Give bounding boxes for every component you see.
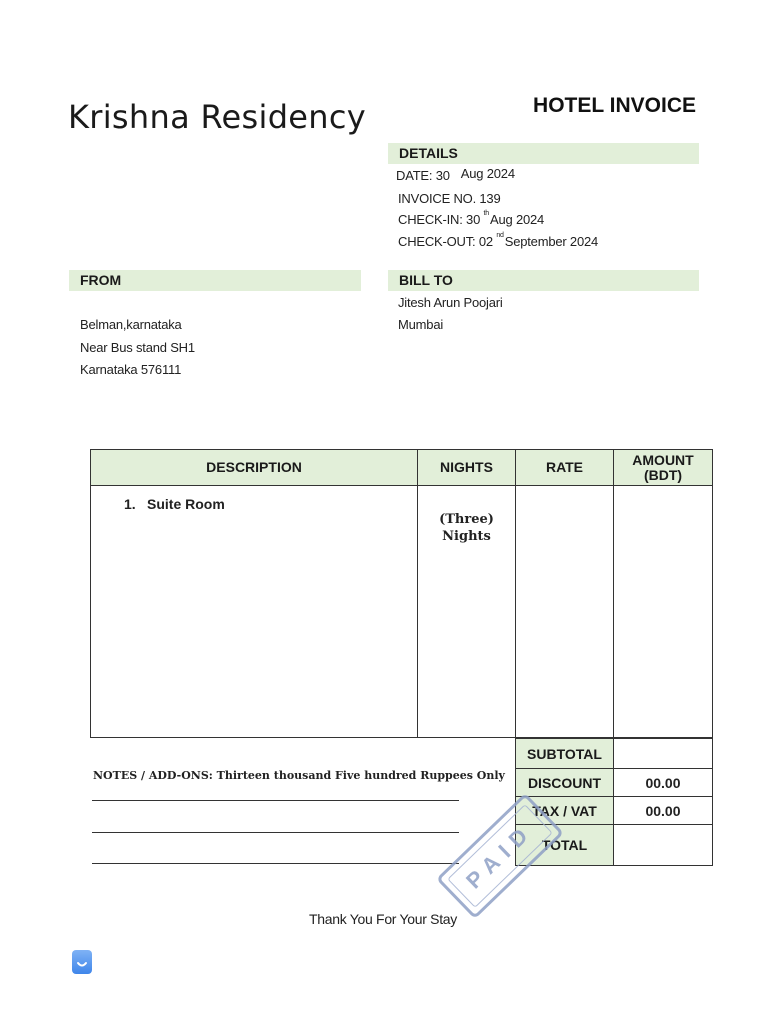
details-header: DETAILS xyxy=(388,143,699,164)
checkin-sup: th xyxy=(483,210,489,217)
total-label: TOTAL xyxy=(516,825,614,866)
from-line: Belman,karnataka xyxy=(80,317,182,332)
cell-nights xyxy=(418,486,516,738)
footer-thanks: Thank You For Your Stay xyxy=(309,911,457,927)
date-prefix: DATE: 30 xyxy=(396,168,450,183)
amount-header-line2: (BDT) xyxy=(643,466,683,483)
date-suffix: Aug 2024 xyxy=(460,166,515,181)
nights-line1: (Three) xyxy=(439,512,494,527)
bill-to-header: BILL TO xyxy=(388,270,699,291)
cell-description xyxy=(91,486,418,738)
from-line: Karnataka 576111 xyxy=(80,362,182,377)
checkin-suffix: Aug 2024 xyxy=(490,212,545,227)
notes-rule xyxy=(92,800,459,801)
hotel-name: Krishna Residency xyxy=(68,98,367,136)
stamp-text: PAID xyxy=(461,817,539,894)
from-line: Near Bus stand SH1 xyxy=(80,340,195,355)
subtotal-label: SUBTOTAL xyxy=(516,739,614,769)
discount-value: 00.00 xyxy=(614,769,713,797)
app-logo-glyph xyxy=(72,950,92,974)
tax-label: TAX / VAT xyxy=(516,797,614,825)
document-title: HOTEL INVOICE xyxy=(533,94,696,117)
from-header: FROM xyxy=(69,270,361,291)
col-header-description: DESCRIPTION xyxy=(91,450,418,486)
discount-row xyxy=(516,769,713,797)
col-header-amount xyxy=(614,450,713,486)
cell-amount xyxy=(614,486,713,738)
item-number: 1. xyxy=(124,496,136,512)
subtotal-value xyxy=(614,739,713,769)
tax-value: 00.00 xyxy=(614,797,713,825)
checkout-prefix: CHECK-OUT: 02 xyxy=(398,234,493,249)
items-table xyxy=(90,449,713,738)
bill-to-line: Mumbai xyxy=(398,317,444,332)
total-value xyxy=(614,825,713,866)
amount-header-line1: AMOUNT xyxy=(632,451,694,468)
subtotal-row xyxy=(516,739,713,769)
table-row xyxy=(91,486,713,738)
bill-to-line: Jitesh Arun Poojari xyxy=(398,295,503,310)
cell-rate xyxy=(516,486,614,738)
discount-label: DISCOUNT xyxy=(516,769,614,797)
notes-rule xyxy=(92,832,459,833)
details-checkin xyxy=(398,212,544,227)
details-date xyxy=(396,168,515,183)
nights-line2: Nights xyxy=(442,529,491,544)
app-logo-icon[interactable] xyxy=(72,950,92,974)
notes-text: NOTES / ADD-ONS: Thirteen thousand Five hundred Ruppees Only xyxy=(93,769,505,782)
notes-rule xyxy=(92,863,459,864)
items-table-header-row xyxy=(91,450,713,486)
col-header-nights: NIGHTS xyxy=(418,450,516,486)
checkout-sup: nd xyxy=(496,232,504,239)
item-description: Suite Room xyxy=(147,496,225,512)
details-invoice-no: INVOICE NO. 139 xyxy=(398,191,501,206)
details-checkout xyxy=(398,234,598,249)
col-header-rate: RATE xyxy=(516,450,614,486)
checkout-suffix: September 2024 xyxy=(504,234,599,249)
checkin-prefix: CHECK-IN: 30 xyxy=(398,212,481,227)
